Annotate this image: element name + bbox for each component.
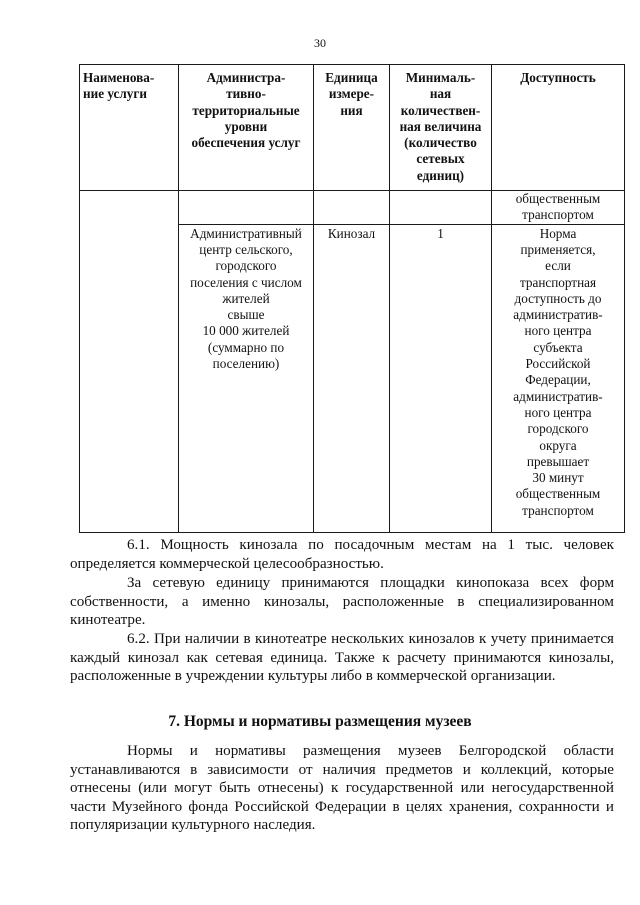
paragraph-museums: Нормы и нормативы размещения музеев Белгородской области устанавливаются в зависимости от наличия предметов и коллекций, которые отнесены (или могут быть отнесены) к государственной или негосударственной части Музейного фонда Российской Федерации в целях хранения, сохранности и популяризации культурного наследия. [70,743,614,834]
cell-empty [390,191,492,225]
table-header-row [80,65,625,191]
header-minimum-value: Минималь- ная количествен- ная величина (количество сетевых единиц) [390,65,492,191]
header-unit: Единица измере- ния [314,65,390,191]
cell-empty [314,191,390,225]
cell-admin-level: Административный центр сельского, городского поселения с числом жителей свыше 10 000 жителей (суммарно по поселению) [179,224,314,532]
cell-service-name [80,191,179,533]
paragraph-6-1: 6.1. Мощность кинозала по посадочным местам на 1 тыс. человек определяется коммерческой целесообразностью. [70,537,614,572]
norms-table [79,64,625,533]
paragraph-6-2: 6.2. При наличии в кинотеатре нескольких кинозалов к учету принимается каждый кинозал как сетевая единица. Также к расчету принимаются кинозалы, расположенные в учреждении культуры либо в коммерческой организации. [70,631,614,685]
header-service-name: Наименова- ние услуги [80,65,179,191]
cell-unit: Кинозал [314,224,390,532]
cell-minimum-value: 1 [390,224,492,532]
section-heading: 7. Нормы и нормативы размещения музеев [168,713,472,730]
cell-empty [179,191,314,225]
header-accessibility: Доступность [492,65,625,191]
table-row-continuation [80,191,625,225]
page-number: 30 [314,36,326,50]
cell-accessibility: Норма применяется, если транспортная доступность до административ- ного центра субъекта Российской Федерации, административ- ного центра городского округа превышает 30 минут общественным транспортом [492,224,625,532]
cell-accessibility-continued: общественным транспортом [492,191,625,225]
paragraph-network-unit: За сетевую единицу принимаются площадки кинопоказа всех форм собственности, а именно кинозалы, расположенные в специализированном кинотеатре. [70,575,614,629]
header-admin-level: Администра- тивно- территориальные уровни обеспечения услуг [179,65,314,191]
